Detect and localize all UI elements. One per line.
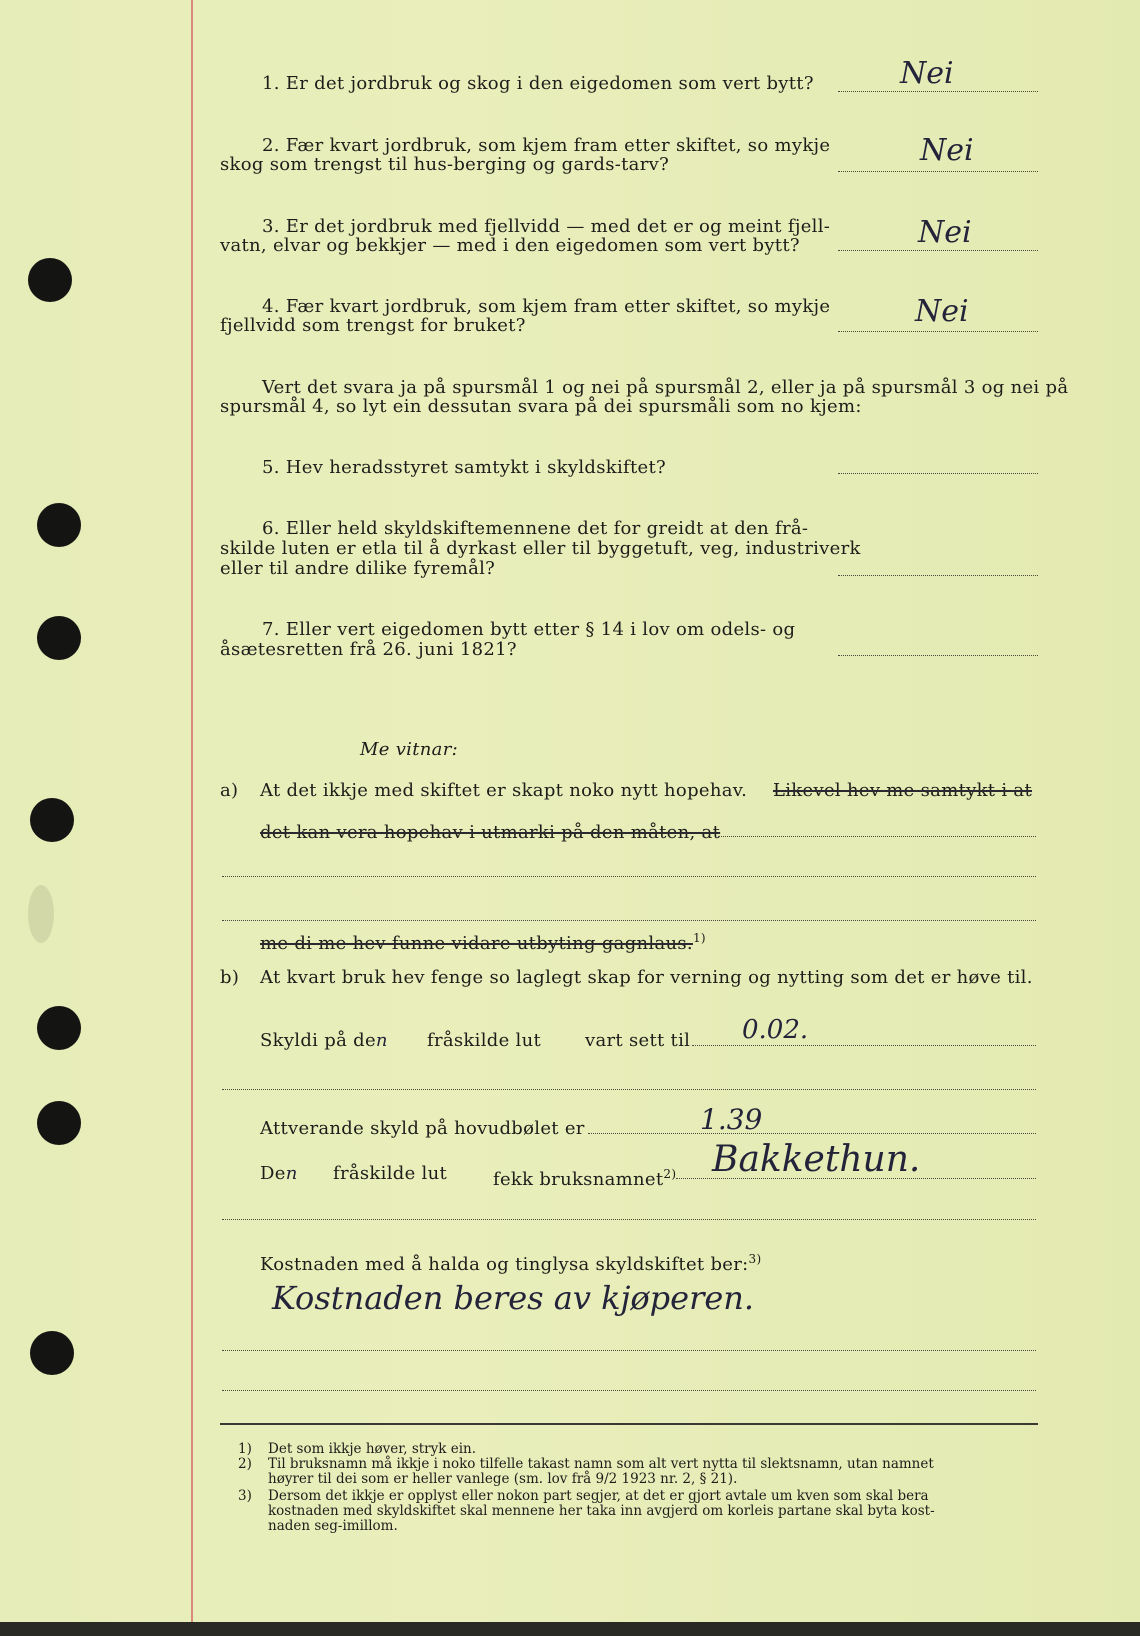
item-a-struck-3-row xyxy=(260,928,706,954)
punch-hole xyxy=(37,503,81,547)
kostnad-line-1 xyxy=(222,1350,1036,1351)
question-4-line-1: 4. Fær kvart jordbruk, som kjem fram etter skiftet, so mykje xyxy=(262,296,831,317)
footnote-ref-2: 2) xyxy=(663,1167,677,1181)
kostnad-label-row xyxy=(260,1249,761,1275)
scan-bottom-edge xyxy=(0,1622,1140,1636)
answer-line-7 xyxy=(838,655,1038,656)
punch-hole xyxy=(30,1331,74,1375)
answer-3: Nei xyxy=(918,215,972,250)
question-6-line-1: 6. Eller held skyldskiftemennene det for greidt at den frå- xyxy=(262,518,809,539)
punch-hole xyxy=(37,1006,81,1050)
footnote-ref-3: 3) xyxy=(748,1252,762,1266)
item-a-text: At det ikkje med skiftet er skapt noko nytt hopehav. xyxy=(260,780,748,801)
instruction-line-2: spursmål 4, so lyt ein dessutan svara på dei spursmåli som no kjem: xyxy=(220,396,862,417)
answer-2: Nei xyxy=(920,133,974,168)
skyld-value: 0.02. xyxy=(742,1015,809,1045)
question-3-line-2: vatn, elvar og bekkjer — med i den eigedomen som vert bytt? xyxy=(220,235,800,256)
footnote-1-line-1: Det som ikkje høver, stryk ein. xyxy=(268,1441,477,1457)
punch-hole xyxy=(28,258,72,302)
footnote-3-mark: 3) xyxy=(238,1488,252,1504)
footnote-ref-1: 1) xyxy=(692,931,706,945)
bruksnamn-label-1-text: De xyxy=(260,1163,286,1184)
fill-line-a3 xyxy=(222,920,1036,921)
footnote-3-line-3: naden seg-imillom. xyxy=(268,1518,398,1534)
kostnad-label: Kostnaden med å halda og tinglysa skyldskiftet ber: xyxy=(260,1254,749,1275)
punch-hole xyxy=(30,798,74,842)
bruksnamn-hand-n: n xyxy=(285,1163,298,1184)
item-a-struck-3: me di me hev funne vidare utbyting gagnlaus. xyxy=(260,933,693,954)
answer-line-3 xyxy=(838,250,1038,251)
kostnad-value: Kostnaden beres av kjøperen. xyxy=(272,1279,755,1317)
kostnad-line-2 xyxy=(222,1390,1036,1391)
skyld-label-2: fråskilde lut xyxy=(427,1030,542,1051)
item-b-text: At kvart bruk hev fenge so laglegt skap for verning og nytting som det er høve til. xyxy=(260,967,1033,988)
attverande-label: Attverande skyld på hovudbølet er xyxy=(260,1118,585,1139)
witness-heading: Me vitnar: xyxy=(360,739,458,760)
question-3-line-1: 3. Er det jordbruk med fjellvidd — med det er og meint fjell- xyxy=(262,216,831,237)
punch-hole xyxy=(37,616,81,660)
footnote-2-line-2: høyrer til dei som er heller vanlege (sm. lov frå 9/2 1923 nr. 2, § 21). xyxy=(268,1471,738,1487)
question-4-line-2: fjellvidd som trengst for bruket? xyxy=(220,315,526,336)
answer-1: Nei xyxy=(900,56,954,91)
bruksnamn-label-3: fekk bruksnamnet xyxy=(493,1169,664,1190)
question-2-line-1: 2. Fær kvart jordbruk, som kjem fram etter skiftet, so mykje xyxy=(262,135,831,156)
item-b-marker: b) xyxy=(220,967,240,988)
answer-line-4 xyxy=(838,331,1038,332)
item-a-struck-1: Likevel hev me samtykt i at xyxy=(773,780,1032,801)
skyld-extra-line xyxy=(222,1089,1036,1090)
footnote-3-line-1: Dersom det ikkje er opplyst eller nokon part segjer, at det er gjort avtale um kven som skal bera xyxy=(268,1488,929,1504)
footnote-2-line-1: Til bruksnamn må ikkje i noko tilfelle takast namn som alt vert nytta til slektsnamn, utan namnet xyxy=(268,1456,934,1472)
answer-4: Nei xyxy=(915,294,969,329)
punch-hole xyxy=(37,1101,81,1145)
fill-line-a2 xyxy=(222,876,1036,877)
bruksnamn-label-1 xyxy=(260,1164,298,1184)
fill-line-a1 xyxy=(718,836,1036,837)
question-6-line-2: skilde luten er etla til å dyrkast eller til byggetuft, veg, industriverk xyxy=(220,538,861,559)
item-a-marker: a) xyxy=(220,780,239,801)
question-7-line-1: 7. Eller vert eigedomen bytt etter § 14 i lov om odels- og xyxy=(262,619,796,640)
footnote-3-line-2: kostnaden med skyldskiftet skal mennene her taka inn avgjerd om korleis partane skal byta kost- xyxy=(268,1503,935,1519)
answer-line-6 xyxy=(838,575,1038,576)
skyld-label-3: vart sett til xyxy=(585,1030,691,1051)
skyld-hand-n: n xyxy=(375,1030,388,1051)
item-a-struck-2: det kan vera hopehav i utmarki på den måten, at xyxy=(260,822,721,843)
question-2-line-2: skog som trengst til hus-berging og gards-tarv? xyxy=(220,154,670,175)
bruksnamn-label-2: fråskilde lut xyxy=(333,1163,448,1184)
bruksnamn-extra-line xyxy=(222,1219,1036,1220)
skyld-label-1-text: Skyldi på de xyxy=(260,1030,376,1051)
attverande-value-line xyxy=(588,1133,1036,1134)
attverande-value: 1.39 xyxy=(700,1103,763,1136)
question-1: 1. Er det jordbruk og skog i den eigedomen som vert bytt? xyxy=(262,73,814,94)
bruksnamn-value: Bakkethun. xyxy=(712,1139,921,1180)
question-5: 5. Hev heradsstyret samtykt i skyldskiftet? xyxy=(262,457,666,478)
answer-line-1 xyxy=(838,91,1038,92)
footnote-2-mark: 2) xyxy=(238,1456,252,1472)
footnote-1-mark: 1) xyxy=(238,1441,252,1457)
answer-line-5 xyxy=(838,473,1038,474)
paper-stain xyxy=(28,885,54,943)
question-7-line-2: åsætesretten frå 26. juni 1821? xyxy=(220,639,517,660)
margin-rule xyxy=(191,0,193,1622)
instruction-line-1: Vert det svara ja på spursmål 1 og nei på spursmål 2, eller ja på spursmål 3 og nei på xyxy=(262,377,1069,398)
question-6-line-3: eller til andre dilike fyremål? xyxy=(220,558,496,579)
bruksnamn-label-3-row xyxy=(493,1164,676,1190)
footnote-separator xyxy=(220,1423,1038,1425)
answer-line-2 xyxy=(838,171,1038,172)
skyld-label-1 xyxy=(260,1031,388,1051)
